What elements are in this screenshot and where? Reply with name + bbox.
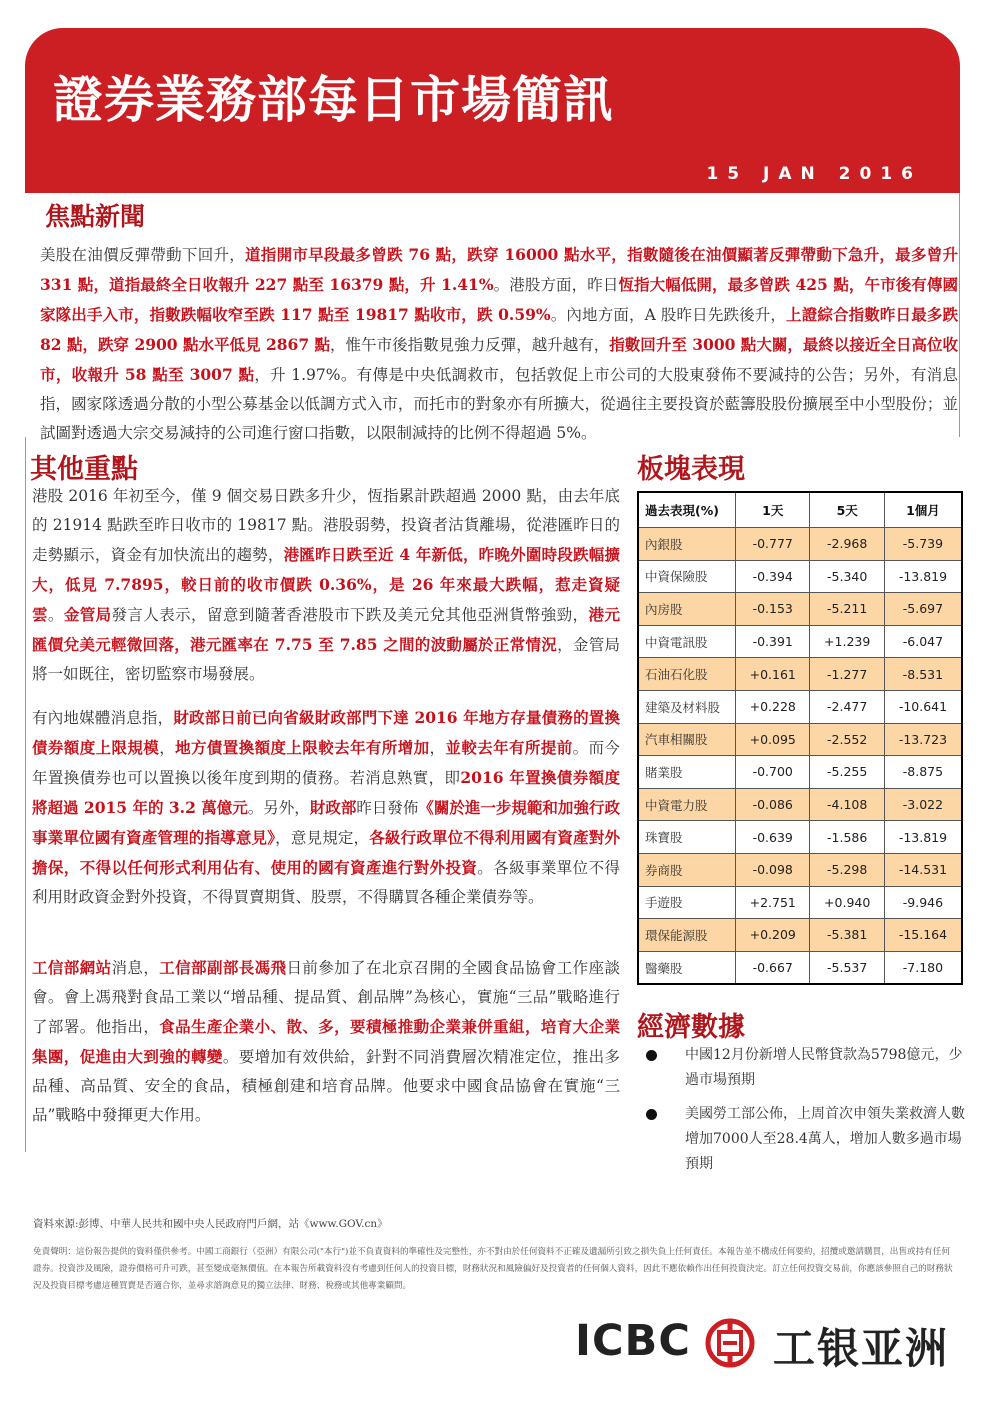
header-banner <box>25 28 960 193</box>
body-text: 。 <box>47 606 64 624</box>
one-day-cell: -0.639 <box>736 821 810 854</box>
highlight-text: 2016 年置換債券額度將超過 2015 年的 3.2 萬億元 <box>32 768 620 817</box>
economy-heading: 經濟數據 <box>637 1012 745 1043</box>
focus-heading: 焦點新聞 <box>45 202 146 231</box>
one-month-cell: -6.047 <box>884 625 962 658</box>
one-month-cell: -14.531 <box>884 853 962 886</box>
one-month-cell: -13.819 <box>884 821 962 854</box>
data-source: 資料來源:彭博、中華人民共和國中央人民政府門戶網，站《www.GOV.cn》 <box>33 1218 388 1230</box>
table-row <box>638 723 962 756</box>
one-day-cell: -0.667 <box>736 951 810 984</box>
economy-list <box>645 1043 965 1186</box>
icbc-emblem-icon <box>705 1318 755 1368</box>
body-text: ， <box>159 739 176 757</box>
body-text: 有內地媒體消息指， <box>32 709 174 727</box>
table-header-row <box>638 492 962 528</box>
five-day-cell: -4.108 <box>810 788 884 821</box>
body-text: 日前參加了在北京召開的全國食品協會工作座談會。會上馮飛對食品工業以“增品種、提品質、創品牌”為核心，實施“三品”戰略進行了部署。他指出， <box>32 959 620 1036</box>
economy-item-text: 中國12月份新增人民幣貸款為5798億元，少過市場預期 <box>685 1047 963 1088</box>
table-row <box>638 560 962 593</box>
disclaimer: 免責聲明：這份報告提供的資料僅供參考。中國工商銀行（亞洲）有限公司("本行")並不負責資料的準確性及完整性，亦不對由於任何資料不正確及遺漏所引致之損失負上任何責任。本報告並不構成任何要約，招攬或邀請購買，出售或持有任何證券。投資涉及風險，證券價格可升可跌，甚至變成毫無價值。在本報告所載資料沒有考慮到任何人的投資目標，財務狀況和風險偏好及投資者的任何個人資料，因此不應依賴作出任何投資決定。訂立任何投資交易前，你應該參照自己的財務狀況及投資目標考慮這種買賣是否適合你，並尋求諮詢意見的獨立法律、財務、稅務或其他專業顧問。 <box>33 1247 953 1291</box>
five-day-cell: -5.211 <box>810 593 884 626</box>
other-heading: 其他重點 <box>30 454 138 485</box>
one-month-cell: -15.164 <box>884 919 962 952</box>
one-month-cell: -7.180 <box>884 951 962 984</box>
five-day-cell: -5.340 <box>810 560 884 593</box>
one-month-cell: -3.022 <box>884 788 962 821</box>
one-day-cell: -0.777 <box>736 528 810 561</box>
one-month-cell: -13.723 <box>884 723 962 756</box>
report-date: 15 JAN 2016 <box>706 164 922 184</box>
highlight-text: 工信部網站 <box>32 958 112 977</box>
column-header-1d: 1天 <box>736 492 810 528</box>
sector-name-cell: 中資電訊股 <box>638 625 736 658</box>
highlight-text: 工信部副部長馮飛 <box>159 958 287 977</box>
highlight-text: 財政部 <box>309 798 357 817</box>
table-row <box>638 788 962 821</box>
highlight-text: 上證綜合指數昨日最多跌 82 點，跌穿 2900 點水平低見 2867 點 <box>40 305 958 354</box>
highlight-text: 各級行政單位不得利用國有資產對外擔保，不得以任何形式利用佔有、使用的國有資產進行對外投資 <box>32 828 620 877</box>
list-item <box>645 1102 965 1177</box>
sector-name-cell: 券商股 <box>638 853 736 886</box>
sector-name-cell: 中資保險股 <box>638 560 736 593</box>
highlight-text: 港元匯價兌美元輕微回落，港元匯率在 7.75 至 7.85 之間的波動屬於正常情況 <box>32 605 620 654</box>
table-row <box>638 951 962 984</box>
body-text: 美股在油價反彈帶動下回升， <box>40 246 246 264</box>
highlight-text: 道指開市早段最多曾跌 76 點，跌穿 16000 點水平，指數隨後在油價顯著反彈帶動下急升，最多曾升 331 點，道指最終全日收報升 227 點至 16379 點，升 1.41% <box>40 245 958 294</box>
sector-name-cell: 建築及材料股 <box>638 690 736 723</box>
other-paragraph-hk <box>32 482 620 689</box>
column-header-period: 過去表現(%) <box>638 492 736 528</box>
focus-news-body <box>40 240 958 448</box>
icbc-logo <box>575 1312 960 1374</box>
one-day-cell: -0.153 <box>736 593 810 626</box>
body-text: 。各級事業單位不得利用財政資金對外投資，不得買賣期貨、股票，不得購買各種企業債券等。 <box>32 859 620 906</box>
one-month-cell: -13.819 <box>884 560 962 593</box>
one-day-cell: +0.228 <box>736 690 810 723</box>
sector-name-cell: 汽車相關股 <box>638 723 736 756</box>
highlight-text: 食品生產企業小、散、多，要積極推動企業兼併重組，培育大企業集團，促進由大到強的轉變 <box>32 1017 620 1066</box>
one-day-cell: +0.209 <box>736 919 810 952</box>
body-text: ，金管局將一如既往，密切監察市場發展。 <box>32 636 620 683</box>
five-day-cell: -1.277 <box>810 658 884 691</box>
bullet-icon <box>646 1050 657 1061</box>
sector-name-cell: 珠寶股 <box>638 821 736 854</box>
one-day-cell: -0.391 <box>736 625 810 658</box>
one-day-cell: +0.161 <box>736 658 810 691</box>
table-row <box>638 625 962 658</box>
sector-heading: 板塊表現 <box>637 454 745 485</box>
one-day-cell: -0.086 <box>736 788 810 821</box>
one-day-cell: +0.095 <box>736 723 810 756</box>
one-day-cell: -0.098 <box>736 853 810 886</box>
highlight-text: 地方債置換額度上限較去年有所增加 <box>175 738 430 757</box>
body-text: 昨日發佈 <box>356 799 419 817</box>
body-text: ，意見規定， <box>275 829 370 847</box>
one-day-cell: -0.700 <box>736 756 810 789</box>
column-header-1m: 1個月 <box>884 492 962 528</box>
column-header-5d: 5天 <box>810 492 884 528</box>
highlight-text: 財政部日前已向省級財政部門下達 2016 年地方存量債務的置換債券額度上限規模 <box>32 708 620 757</box>
page-title: 證券業務部每日市場簡訊 <box>53 71 614 129</box>
five-day-cell: -2.477 <box>810 690 884 723</box>
five-day-cell: -5.298 <box>810 853 884 886</box>
body-text: 消息， <box>111 959 160 977</box>
body-text: 。另外， <box>247 799 310 817</box>
sector-name-cell: 環保能源股 <box>638 919 736 952</box>
sector-performance-table <box>637 491 963 985</box>
highlight-text: 並較去年有所提前 <box>445 738 573 757</box>
one-month-cell: -8.875 <box>884 756 962 789</box>
bullet-icon <box>646 1109 657 1120</box>
sector-name-cell: 石油石化股 <box>638 658 736 691</box>
five-day-cell: -5.537 <box>810 951 884 984</box>
table-row <box>638 528 962 561</box>
table-row <box>638 658 962 691</box>
one-day-cell: +2.751 <box>736 886 810 919</box>
sector-name-cell: 醫藥股 <box>638 951 736 984</box>
logo-text-en: ICBC <box>575 1316 691 1366</box>
body-text: 。內地方面，A 股昨日先跌後升， <box>550 306 787 324</box>
highlight-text: 港匯昨日跌至近 4 年新低，昨晚外圍時段跌幅擴大，低見 7.7895，較日前的收市價跌 0.36%，是 26 年來最大跌幅，惹走資疑雲 <box>32 545 620 624</box>
economy-item-text: 美國勞工部公佈，上周首次申領失業救濟人數增加7000人至28.4萬人，增加人數多過市場預期 <box>685 1106 965 1172</box>
one-month-cell: -9.946 <box>884 886 962 919</box>
table-row <box>638 886 962 919</box>
other-paragraph-bonds <box>32 703 620 912</box>
sector-name-cell: 賭業股 <box>638 756 736 789</box>
highlight-text: 指數回升至 3000 點大關，最終以接近全日高位收市，收報升 58 點至 3007 點 <box>40 335 958 384</box>
body-text: ，惟午市後指數見強力反彈，越升越有， <box>330 336 610 354</box>
one-month-cell: -5.697 <box>884 593 962 626</box>
highlight-text: 《關於進一步規範和加強行政事業單位國有資產管理的指導意見》 <box>32 798 620 847</box>
one-month-cell: -8.531 <box>884 658 962 691</box>
body-text: ，升 1.97%。有傳是中央低調救市，包括敦促上市公司的大股東發佈不要減持的公告；另外，有消息指，國家隊透過分散的小型公募基金以低調方式入市，而托市的對象亦有所擴大，從過往主要投資於藍籌股股份擴展至中小型股份；並試圖對透過大宗交易減持的公司進行窗口指數，以限制減持的比例不得超過 5%。 <box>40 366 959 442</box>
five-day-cell: -5.255 <box>810 756 884 789</box>
body-text: 。而今年置換債券也可以置換以後年度到期的債務。若消息熟實，即 <box>32 739 620 787</box>
five-day-cell: +1.239 <box>810 625 884 658</box>
one-day-cell: -0.394 <box>736 560 810 593</box>
five-day-cell: -2.552 <box>810 723 884 756</box>
sector-name-cell: 內銀股 <box>638 528 736 561</box>
highlight-text: 恆指大幅低開，最多曾跌 425 點，午市後有傳國家隊出手入市，指數跌幅收窄至跌 117 點至 19817 點收市，跌 0.59% <box>40 275 958 324</box>
sector-name-cell: 內房股 <box>638 593 736 626</box>
one-month-cell: -10.641 <box>884 690 962 723</box>
table-row <box>638 919 962 952</box>
sector-name-cell: 中資電力股 <box>638 788 736 821</box>
table-row <box>638 756 962 789</box>
table-row <box>638 821 962 854</box>
list-item <box>645 1043 965 1093</box>
body-text: 。港股方面，昨日 <box>493 276 619 294</box>
table-row <box>638 690 962 723</box>
body-text: 發言人表示，留意到隨著香港股市下跌及美元兌其他亞洲貨幣強勁， <box>111 606 589 624</box>
table-row <box>638 593 962 626</box>
table-row <box>638 853 962 886</box>
one-month-cell: -5.739 <box>884 528 962 561</box>
sector-name-cell: 手遊股 <box>638 886 736 919</box>
five-day-cell: -2.968 <box>810 528 884 561</box>
five-day-cell: -5.381 <box>810 919 884 952</box>
other-paragraph-food <box>32 953 620 1130</box>
body-text: 。要增加有效供給，針對不同消費層次精准定位，推出多品種、高品質、安全的食品，積極創建和培育品牌。他要求中國食品協會在實施“三品”戰略中發揮更大作用。 <box>32 1048 620 1124</box>
highlight-text: 金管局 <box>63 605 112 624</box>
sector-table-body <box>638 528 962 985</box>
five-day-cell: +0.940 <box>810 886 884 919</box>
body-text: 港股 2016 年初至今，僅 9 個交易日跌多升少，恆指累計跌超過 2000 點，由去年底的 21914 點跌至昨日收市的 19817 點。港股弱勢，投資者沽貨離場，從港匯昨日的走勢顯示，資金有加快流出的趨勢， <box>32 487 620 564</box>
body-text: ， <box>429 739 446 757</box>
five-day-cell: -1.586 <box>810 821 884 854</box>
logo-text-cn: 工银亚洲 <box>773 1324 950 1373</box>
